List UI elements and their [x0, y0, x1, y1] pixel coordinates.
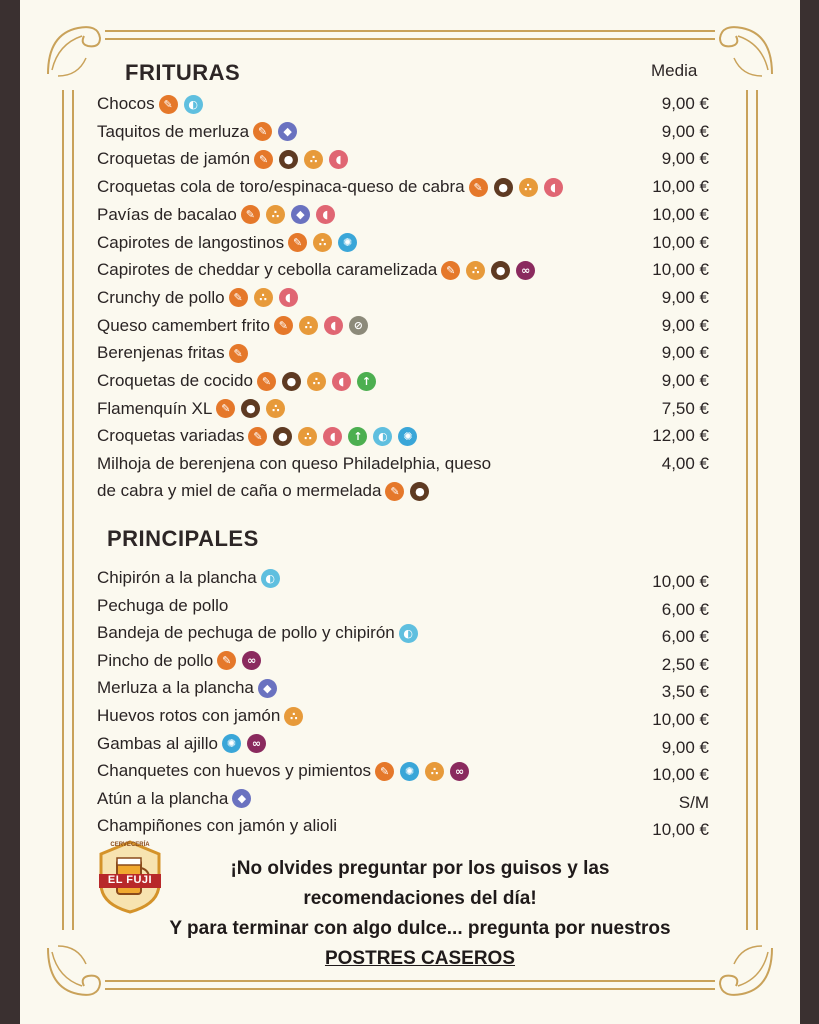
menu-item-price: 2,50 € — [661, 654, 709, 674]
menu-item — [97, 816, 709, 842]
eggs-icon: ∴ — [254, 288, 273, 307]
section-title-principales: PRINCIPALES — [107, 526, 259, 551]
celery-icon: ↑ — [357, 372, 376, 391]
crustaceans-icon: ✺ — [400, 762, 419, 781]
menu-item-label: Chocos — [97, 94, 155, 113]
menu-item-label: Capirotes de cheddar y cebolla caramelizada — [97, 260, 438, 280]
fish-icon: ◆ — [258, 679, 277, 698]
frame-right-line — [746, 90, 748, 930]
menu-item-name — [97, 122, 303, 142]
footer-line-4: POSTRES CASEROS — [324, 948, 516, 969]
eggs-icon: ∴ — [298, 427, 317, 446]
eggs-icon: ∴ — [284, 707, 303, 726]
menu-item-name — [97, 205, 341, 225]
gluten-icon: ✎ — [241, 205, 260, 224]
menu-item-name — [97, 623, 424, 643]
gluten-icon: ✎ — [469, 178, 488, 197]
milk-icon: ● — [491, 261, 510, 280]
menu-item-price: 3,50 € — [661, 682, 709, 702]
corner-ornament-bottom-left — [38, 938, 108, 1008]
milk-icon: ● — [282, 372, 301, 391]
menu-item-label: Chipirón a la plancha — [97, 568, 257, 587]
menu-item-label: Pavías de bacalao — [97, 204, 237, 224]
menu-item-name — [97, 399, 291, 419]
eggs-icon: ∴ — [299, 316, 318, 335]
menu-item — [97, 122, 709, 148]
gluten-icon: ✎ — [274, 316, 293, 335]
menu-item-label: Croquetas de cocido — [97, 371, 253, 390]
menu-item-price: 10,00 € — [652, 820, 709, 840]
logo-top-text: CERVECERÍA — [110, 842, 150, 848]
menu-item — [97, 734, 709, 760]
menu-item-label: Flamenquín XL — [97, 398, 213, 418]
menu-item-name — [97, 371, 382, 391]
eggs-icon: ∴ — [425, 762, 444, 781]
menu-item-price: 6,00 € — [661, 627, 709, 647]
corner-ornament-top-right — [712, 14, 782, 84]
soy-icon: ◖ — [279, 288, 298, 307]
footer-line-3: Y para terminar con algo dulce... pregunta por nuestros — [169, 918, 671, 939]
menu-item-price: 9,00 € — [661, 149, 709, 169]
milk-icon: ● — [410, 482, 429, 501]
menu-item-price: 9,00 € — [661, 287, 709, 307]
menu-item — [97, 651, 709, 677]
sulphites-icon: ∞ — [450, 762, 469, 781]
menu-item — [97, 94, 709, 120]
menu-item-label: Merluza a la plancha — [97, 678, 254, 698]
menu-item-price: 10,00 € — [652, 232, 709, 252]
menu-item-name — [97, 678, 283, 698]
menu-item-label: Gambas al ajillo — [97, 733, 218, 753]
menu-item-label: Taquitos de merluza — [97, 121, 250, 141]
crustaceans-icon: ✺ — [222, 734, 241, 753]
menu-item-name — [97, 343, 254, 363]
molluscs-icon: ◐ — [373, 427, 392, 446]
gluten-icon: ✎ — [217, 651, 236, 670]
menu-item-name — [97, 316, 374, 336]
soy-icon: ◖ — [324, 316, 343, 335]
menu-item-price: 9,00 € — [661, 371, 709, 390]
menu-item — [97, 149, 709, 175]
menu-item-price: 9,00 € — [661, 737, 709, 757]
frame-left-line — [62, 90, 64, 930]
menu-item-label: Atún a la plancha — [97, 788, 229, 808]
menu-item-label: Capirotes de langostinos — [97, 232, 285, 252]
gluten-icon: ✎ — [159, 95, 178, 114]
menu-item-price: 10,00 € — [652, 260, 709, 280]
menu-item-price: 10,00 € — [652, 177, 709, 197]
frame-top-line — [105, 30, 715, 32]
section-title-frituras: FRITURAS — [125, 60, 241, 85]
gluten-icon: ✎ — [254, 150, 273, 169]
soy-icon: ◖ — [332, 372, 351, 391]
menu-item — [97, 177, 709, 203]
frame-left-line-inner — [72, 90, 74, 930]
menu-item-label: Bandeja de pechuga de pollo y chipirón — [97, 623, 395, 643]
menu-item-price: 9,00 € — [661, 315, 709, 335]
menu-item-name — [97, 734, 272, 754]
menu-item-label: Croquetas cola de toro/espinaca-queso de cabra — [97, 177, 465, 197]
menu-item-label: Croquetas variadas — [97, 426, 245, 446]
menu-item-label: Huevos rotos con jamón — [97, 706, 281, 725]
menu-item-price: 9,00 € — [661, 343, 709, 363]
gluten-icon: ✎ — [288, 233, 307, 252]
menu-item-name — [97, 233, 363, 253]
menu-item-name — [97, 260, 541, 280]
menu-item — [97, 288, 709, 314]
menu-item — [97, 706, 709, 732]
gluten-icon: ✎ — [253, 122, 272, 141]
molluscs-icon: ◐ — [184, 95, 203, 114]
menu-item-name — [97, 426, 423, 446]
menu-item-name — [97, 651, 267, 671]
menu-item — [97, 316, 709, 342]
milk-icon: ● — [273, 427, 292, 446]
gluten-icon: ✎ — [229, 288, 248, 307]
gluten-icon: ✎ — [229, 344, 248, 363]
menu-item-name — [97, 706, 309, 726]
menu-item-price: S/M — [678, 792, 709, 812]
crustaceans-icon: ✺ — [398, 427, 417, 446]
menu-item — [97, 426, 709, 452]
menu-item — [97, 343, 709, 369]
gluten-icon: ✎ — [248, 427, 267, 446]
menu-item-name — [97, 596, 232, 616]
crustaceans-icon: ✺ — [338, 233, 357, 252]
menu-item-name-line2 — [97, 481, 435, 501]
menu-item-price: 9,00 € — [661, 94, 709, 113]
menu-item-label: Berenjenas fritas — [97, 343, 225, 363]
eggs-icon: ∴ — [307, 372, 326, 391]
soy-icon: ◖ — [323, 427, 342, 446]
menu-item-label: Pincho de pollo — [97, 650, 214, 670]
milk-icon: ● — [494, 178, 513, 197]
menu-item-price: 10,00 € — [652, 572, 709, 591]
sulphites-icon: ∞ — [516, 261, 535, 280]
menu-item — [97, 678, 709, 704]
menu-item-price: 10,00 € — [652, 204, 709, 224]
fish-icon: ◆ — [278, 122, 297, 141]
menu-item — [97, 789, 709, 815]
menu-item-label: Pechuga de pollo — [97, 595, 229, 615]
menu-item-name — [97, 816, 341, 836]
menu-item — [97, 260, 709, 286]
menu-item-price: 4,00 € — [661, 454, 709, 474]
menu-item — [97, 623, 709, 649]
eggs-icon: ∴ — [266, 399, 285, 418]
menu-item — [97, 454, 709, 508]
eggs-icon: ∴ — [266, 205, 285, 224]
menu-item-name — [97, 454, 495, 474]
menu-item-price: 7,50 € — [661, 398, 709, 418]
menu-item-label: Croquetas de jamón — [97, 149, 251, 169]
menu-item — [97, 568, 709, 594]
frame-top-line-inner — [105, 38, 715, 40]
menu-item-label: Crunchy de pollo — [97, 287, 225, 307]
menu-item — [97, 371, 709, 397]
eggs-icon: ∴ — [519, 178, 538, 197]
milk-icon: ● — [279, 150, 298, 169]
eggs-icon: ∴ — [313, 233, 332, 252]
molluscs-icon: ◐ — [399, 624, 418, 643]
footer-line-2: recomendaciones del día! — [303, 888, 537, 909]
menu-item-price: 10,00 € — [652, 710, 709, 729]
gluten-icon: ✎ — [216, 399, 235, 418]
fish-icon: ◆ — [291, 205, 310, 224]
menu-item-label: Milhoja de berenjena con queso Philadelphia, queso — [97, 454, 492, 474]
gluten-icon: ✎ — [441, 261, 460, 280]
corner-ornament-top-left — [38, 14, 108, 84]
logo-name: EL FUJI — [107, 874, 153, 886]
menu-item — [97, 205, 709, 231]
celery-icon: ↑ — [348, 427, 367, 446]
fish-icon: ◆ — [232, 789, 251, 808]
molluscs-icon: ◐ — [261, 569, 280, 588]
menu-item-name — [97, 177, 569, 197]
menu-item — [97, 399, 709, 425]
frame-bottom-line — [105, 980, 715, 982]
menu-item-label-line2: de cabra y miel de caña o mermelada — [97, 481, 382, 501]
frame-bottom-line-inner — [105, 988, 715, 990]
eggs-icon: ∴ — [304, 150, 323, 169]
menu-item-name — [97, 288, 304, 308]
sulphites-icon: ∞ — [247, 734, 266, 753]
menu-item-price: 6,00 € — [661, 599, 709, 619]
menu-item-label: Chanquetes con huevos y pimientos — [97, 761, 372, 781]
menu-item-name — [97, 761, 475, 781]
menu-item-name — [97, 149, 354, 169]
menu-item-name — [97, 789, 257, 809]
menu-item-name — [97, 94, 209, 114]
footer-line-1: ¡No olvides preguntar por los guisos y las — [230, 858, 610, 879]
gluten-icon: ✎ — [385, 482, 404, 501]
menu-item-price: 10,00 € — [652, 765, 709, 785]
milk-icon: ● — [241, 399, 260, 418]
eggs-icon: ∴ — [466, 261, 485, 280]
menu-item-price: 9,00 € — [661, 121, 709, 141]
gluten-icon: ✎ — [375, 762, 394, 781]
menu-item-label: Champiñones con jamón y alioli — [97, 816, 338, 836]
frame-right-line-inner — [756, 90, 758, 930]
mustard-icon: ⊘ — [349, 316, 368, 335]
menu-item-price: 12,00 € — [652, 426, 709, 446]
soy-icon: ◖ — [316, 205, 335, 224]
menu-item — [97, 761, 709, 787]
menu-item-label: Queso camembert frito — [97, 315, 270, 335]
price-column-header: Media — [651, 61, 698, 80]
soy-icon: ◖ — [329, 150, 348, 169]
sulphites-icon: ∞ — [242, 651, 261, 670]
menu-item — [97, 233, 709, 259]
gluten-icon: ✎ — [257, 372, 276, 391]
soy-icon: ◖ — [544, 178, 563, 197]
menu-item — [97, 596, 709, 622]
menu-item-name — [97, 568, 286, 588]
